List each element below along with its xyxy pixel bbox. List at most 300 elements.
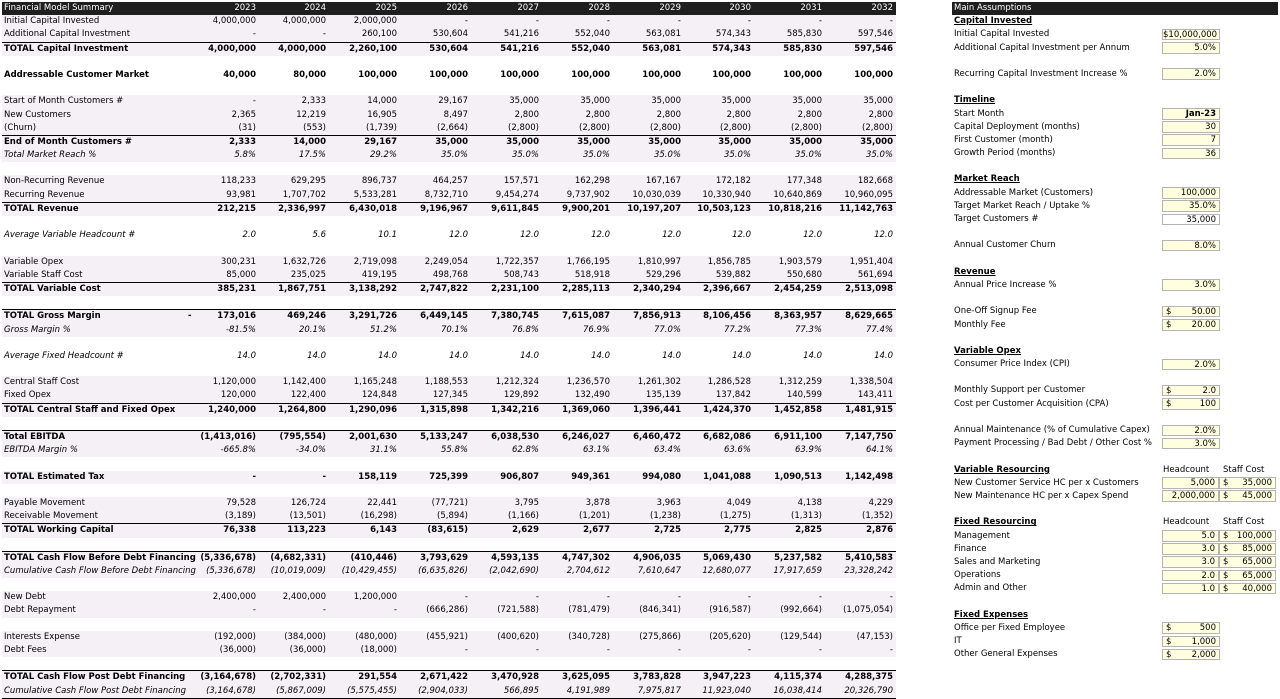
spacer-row xyxy=(2,82,896,95)
assumption-input[interactable]: 2.0% xyxy=(1162,359,1220,371)
assumption-input[interactable]: 100,000 xyxy=(1162,187,1220,199)
spacer-row xyxy=(2,242,896,255)
assumption-row xyxy=(952,266,1278,279)
section-heading: Revenue xyxy=(954,266,996,277)
cell-2028: 9,900,201 xyxy=(562,203,610,214)
assumption-currency-input[interactable]: 20.00 $ xyxy=(1162,319,1220,331)
cell-2028: - xyxy=(606,16,610,27)
cell-2026: 70.1% xyxy=(440,324,468,335)
summary-row xyxy=(2,69,896,82)
cell-2032: 20,326,790 xyxy=(844,685,893,696)
cell-2031: 1,452,858 xyxy=(774,404,822,415)
cell-2031: 1,903,579 xyxy=(778,256,822,267)
cell-2026: - xyxy=(464,16,468,27)
row-label: Additional Capital Investment xyxy=(4,29,131,40)
cell-2024: 1,264,800 xyxy=(278,404,326,415)
headcount-input[interactable]: 5,000 xyxy=(1162,477,1219,489)
assumption-row xyxy=(952,305,1278,318)
cell-2027: - xyxy=(535,645,539,655)
assumption-label: Growth Period (months) xyxy=(954,148,1056,159)
headcount-input[interactable]: 2,000,000 xyxy=(1162,490,1219,502)
cell-2024: 80,000 xyxy=(293,69,326,80)
assumption-row xyxy=(952,490,1278,503)
cell-2023: 385,231 xyxy=(217,283,256,294)
cell-2028: 63.1% xyxy=(582,445,610,456)
assumption-row xyxy=(952,516,1278,529)
row-label: End of Month Customers # xyxy=(4,136,133,147)
cell-2024: 122,400 xyxy=(290,390,326,401)
cell-2027: 906,807 xyxy=(500,471,539,482)
assumption-row xyxy=(952,213,1278,226)
row-label: New Debt xyxy=(4,592,46,603)
assumption-input[interactable]: 30 xyxy=(1162,121,1220,133)
assumption-label: Capital Deployment (months) xyxy=(954,121,1080,132)
headcount-input[interactable]: 3.0 xyxy=(1162,556,1219,568)
assumption-input[interactable]: 8.0% xyxy=(1162,240,1220,252)
cell-2027: 2,800 xyxy=(514,109,539,120)
summary-row xyxy=(2,670,896,684)
cell-2026: (2,664) xyxy=(437,122,468,133)
cell-2026: 100,000 xyxy=(429,69,468,80)
summary-header-row xyxy=(2,2,896,15)
assumption-currency-input[interactable]: 50.00 $ xyxy=(1162,306,1220,318)
assumption-label: Other General Expenses xyxy=(954,649,1058,660)
cell-2025: 896,737 xyxy=(361,176,397,187)
cell-2027: (2,042,690) xyxy=(489,565,539,576)
cell-2028: 132,490 xyxy=(574,390,610,401)
cell-2030: 2,775 xyxy=(724,525,751,536)
assumption-input[interactable]: 3.0% xyxy=(1162,438,1220,450)
assumption-row xyxy=(952,464,1278,477)
cell-2029: 7,856,913 xyxy=(633,311,681,322)
cell-2028: - xyxy=(606,645,610,655)
assumption-input[interactable]: 2.0% xyxy=(1162,68,1220,80)
assumption-label: Payment Processing / Bad Debt / Other Cost % xyxy=(954,438,1152,449)
cell-2030: 10,330,940 xyxy=(702,189,751,200)
cell-2030: 137,842 xyxy=(715,390,751,401)
cell-2023: - xyxy=(252,605,256,616)
cell-2024: - xyxy=(322,471,326,482)
summary-row xyxy=(2,430,896,444)
cell-2032: 4,288,375 xyxy=(845,672,893,683)
assumption-label: New Customer Service HC per x Customers xyxy=(954,477,1139,488)
cell-2027: 6,038,530 xyxy=(491,432,539,442)
spacer-row xyxy=(2,578,896,591)
cell-2027: 129,892 xyxy=(503,390,539,401)
spacer-row xyxy=(952,160,1278,173)
cell-2031: - xyxy=(818,592,822,603)
cell-2028: 4,747,302 xyxy=(562,552,610,563)
spacer-row xyxy=(952,411,1278,424)
cell-2031: 12.0 xyxy=(803,230,822,241)
summary-row xyxy=(2,15,896,28)
cell-2030: 12.0 xyxy=(732,230,751,241)
headcount-input[interactable]: 3.0 xyxy=(1162,543,1219,555)
summary-title: Financial Model Summary xyxy=(4,3,114,13)
cell-2030: 3,947,223 xyxy=(703,672,751,683)
cell-2024: (384,000) xyxy=(284,631,326,642)
cell-2025: 29,167 xyxy=(364,136,397,147)
cell-2023: 1,240,000 xyxy=(208,404,256,415)
assumption-input[interactable]: Jan-23 xyxy=(1162,108,1220,120)
summary-row xyxy=(2,189,896,202)
cell-2023: 2,365 xyxy=(231,109,256,120)
cell-2025: 419,195 xyxy=(361,269,397,280)
summary-row xyxy=(2,523,896,537)
cell-2024: 5.6 xyxy=(312,230,326,241)
row-label: Debt Repayment xyxy=(4,605,76,616)
row-label: Variable Opex xyxy=(4,256,64,267)
spacer-row xyxy=(2,417,896,430)
cell-2023: (5,336,678) xyxy=(206,565,256,576)
assumption-currency-input[interactable]: 1,000 $ xyxy=(1162,636,1220,648)
cell-2032: (1,075,054) xyxy=(843,605,893,616)
assumption-label: Additional Capital Investment per Annum xyxy=(954,42,1130,53)
spacer-row xyxy=(2,216,896,229)
year-header-2029: 2029 xyxy=(659,3,681,13)
spacer-row xyxy=(2,538,896,551)
cell-2031: 5,237,582 xyxy=(774,552,822,563)
cell-2028: 2,704,612 xyxy=(566,565,610,576)
cell-2032: 8,629,665 xyxy=(845,311,893,322)
cell-2024: (10,019,009) xyxy=(270,565,326,576)
cell-2026: (5,894) xyxy=(437,511,468,522)
cell-2029: 994,080 xyxy=(642,471,681,482)
assumption-row xyxy=(952,437,1278,450)
cell-2032: 1,481,915 xyxy=(845,404,893,415)
cell-2029: 1,396,441 xyxy=(633,404,681,415)
cell-2028: 1,369,060 xyxy=(562,404,610,415)
staff-cost-input[interactable]: 35,000 $ xyxy=(1219,477,1276,489)
cell-2032: - xyxy=(889,592,893,603)
cell-2027: 9,611,845 xyxy=(491,203,539,214)
cell-2031: 585,830 xyxy=(786,29,822,40)
cell-2030: (916,587) xyxy=(709,605,751,616)
spacer-row xyxy=(952,503,1278,516)
currency-symbol: $ xyxy=(1166,649,1172,660)
cell-2026: 530,604 xyxy=(429,43,468,54)
cell-2030: 172,182 xyxy=(715,176,751,187)
assumption-label: First Customer (month) xyxy=(954,134,1053,145)
cell-2031: 140,599 xyxy=(786,390,822,401)
row-label: New Customers xyxy=(4,109,71,120)
cell-2029: 4,906,035 xyxy=(633,552,681,563)
assumption-input[interactable]: 2.0% xyxy=(1162,425,1220,437)
cell-2026: 3,793,629 xyxy=(420,552,468,563)
cell-2032: 2,876 xyxy=(866,525,893,536)
assumption-row xyxy=(952,424,1278,437)
cell-2029: (2,800) xyxy=(650,122,681,133)
year-header-2028: 2028 xyxy=(588,3,610,13)
cell-2030: (2,800) xyxy=(720,122,751,133)
assumption-input[interactable]: 35.0% xyxy=(1162,200,1220,212)
staff-cost-input[interactable]: 40,000 $ xyxy=(1219,583,1276,595)
cell-2024: (5,867,009) xyxy=(276,685,326,696)
assumption-row xyxy=(952,582,1278,595)
cell-2027: 4,593,135 xyxy=(491,552,539,563)
currency-symbol: $ xyxy=(1223,531,1229,541)
cell-2030: 1,424,370 xyxy=(703,404,751,415)
cell-2023: (5,336,678) xyxy=(200,552,256,563)
cell-2028: 9,737,902 xyxy=(566,189,610,200)
cell-2024: 1,867,751 xyxy=(278,283,326,294)
cell-2031: - xyxy=(818,645,822,655)
spacer-row xyxy=(952,55,1278,68)
cell-2028: (781,479) xyxy=(568,605,610,616)
cell-2023: 300,231 xyxy=(220,256,256,267)
cell-2030: 11,923,040 xyxy=(702,685,751,696)
assumption-input[interactable]: 3.0% xyxy=(1162,279,1220,291)
cell-2024: (4,682,331) xyxy=(270,552,326,563)
cell-2028: 949,361 xyxy=(571,471,610,482)
cell-2026: (2,904,033) xyxy=(418,685,468,696)
cell-2026: 55.8% xyxy=(440,445,468,456)
staff-cost-input[interactable]: 65,000 $ xyxy=(1219,570,1276,582)
cell-2023: (3,189) xyxy=(225,511,256,522)
cell-2024: 469,246 xyxy=(287,311,326,322)
assumption-input[interactable]: 5.0% xyxy=(1162,42,1220,54)
cell-2032: 100,000 xyxy=(854,69,893,80)
assumption-input[interactable]: $10,000,000 xyxy=(1162,29,1220,41)
assumption-label: Target Market Reach / Uptake % xyxy=(954,200,1090,211)
cell-2027: 2,629 xyxy=(512,525,539,536)
currency-symbol: $ xyxy=(1166,623,1172,634)
cell-2031: 1,090,513 xyxy=(774,471,822,482)
row-label: Debt Fees xyxy=(4,645,47,655)
summary-row xyxy=(2,282,896,296)
cell-2025: 2,719,098 xyxy=(353,256,397,267)
cell-2025: 2,001,630 xyxy=(349,432,397,442)
cell-2032: (47,153) xyxy=(856,631,893,642)
cell-2032: 143,411 xyxy=(857,390,893,401)
headcount-input[interactable]: 5.0 xyxy=(1162,530,1219,542)
cell-2030: 35,000 xyxy=(718,136,751,147)
spacer-row xyxy=(952,595,1278,608)
cell-2031: 63.9% xyxy=(794,445,822,456)
assumption-label: New Maintenance HC per x Capex Spend xyxy=(954,490,1129,501)
cell-2027: (400,620) xyxy=(497,631,539,642)
cell-2024: 17.5% xyxy=(298,150,326,161)
cell-2026: 8,497 xyxy=(443,109,468,120)
row-label: Addressable Customer Market xyxy=(4,69,149,80)
row-label: Payable Movement xyxy=(4,497,85,508)
cell-2025: (16,298) xyxy=(360,511,397,522)
assumption-currency-input[interactable]: 500 $ xyxy=(1162,622,1220,634)
cell-2025: 1,200,000 xyxy=(353,592,397,603)
spacer-row xyxy=(952,81,1278,94)
cell-2028: 6,246,027 xyxy=(562,432,610,442)
staff-cost-input[interactable]: 85,000 $ xyxy=(1219,543,1276,555)
cell-2030: (1,275) xyxy=(720,511,751,522)
column-header-headcount: Headcount xyxy=(1163,464,1210,475)
cell-2031: 10,640,869 xyxy=(773,189,822,200)
summary-row xyxy=(2,324,896,337)
assumption-row xyxy=(952,622,1278,635)
cell-2031: 177,348 xyxy=(786,176,822,187)
assumption-currency-input[interactable]: 2,000 $ xyxy=(1162,649,1220,661)
cell-2032: 1,951,404 xyxy=(849,256,893,267)
section-heading: Market Reach xyxy=(954,174,1020,185)
cell-2031: 6,911,100 xyxy=(774,432,822,442)
staff-cost-input[interactable]: 45,000 $ xyxy=(1219,490,1276,502)
cell-2032: 597,546 xyxy=(857,29,893,40)
cell-2023: 40,000 xyxy=(223,69,256,80)
staff-cost-input[interactable]: 65,000 $ xyxy=(1219,556,1276,568)
currency-symbol: $ xyxy=(1166,306,1172,317)
cell-2027: 76.8% xyxy=(511,324,539,335)
assumption-label: Annual Customer Churn xyxy=(954,240,1056,251)
cell-2025: (1,739) xyxy=(366,122,397,133)
cell-2025: 51.2% xyxy=(369,324,397,335)
cell-2025: 1,165,248 xyxy=(353,377,397,388)
cell-2029: 7,975,817 xyxy=(637,685,681,696)
cell-2023: (31) xyxy=(238,122,256,133)
cell-2023: 14.0 xyxy=(237,350,256,361)
summary-row xyxy=(2,256,896,269)
cell-2028: 3,878 xyxy=(585,497,610,508)
staff-cost-input[interactable]: 100,000 $ xyxy=(1219,530,1276,542)
currency-symbol: $ xyxy=(1223,570,1229,581)
year-header-2027: 2027 xyxy=(517,3,539,13)
cell-2023: -665.8% xyxy=(220,445,256,456)
cell-2032: 10,960,095 xyxy=(844,189,893,200)
summary-row xyxy=(2,122,896,135)
row-label: Total Market Reach % xyxy=(4,150,97,161)
cell-2027: (721,588) xyxy=(497,605,539,616)
cell-2025: (18,000) xyxy=(360,645,397,655)
cell-2029: 529,296 xyxy=(645,269,681,280)
row-label: EBITDA Margin % xyxy=(4,445,78,456)
spacer-row xyxy=(2,657,896,670)
cell-2024: 20.1% xyxy=(298,324,326,335)
cell-2023: -81.5% xyxy=(225,324,256,335)
cell-2032: 23,328,242 xyxy=(844,565,893,576)
cell-2029: - xyxy=(677,16,681,27)
cell-2028: 35.0% xyxy=(582,150,610,161)
spacer-row xyxy=(952,371,1278,384)
assumption-input[interactable]: 7 xyxy=(1162,134,1220,146)
currency-symbol: $ xyxy=(1223,557,1229,568)
cell-2028: - xyxy=(606,592,610,603)
cell-2027: 566,895 xyxy=(503,685,539,696)
row-label: Average Variable Headcount # xyxy=(4,230,136,241)
cell-2025: 260,100 xyxy=(361,29,397,40)
spacer-row xyxy=(2,457,896,470)
cell-2031: 17,917,659 xyxy=(773,565,822,576)
assumption-input[interactable]: 36 xyxy=(1162,148,1220,160)
assumption-label: Admin and Other xyxy=(954,583,1027,594)
cell-2023: (192,000) xyxy=(214,631,256,642)
summary-row xyxy=(2,591,896,604)
cell-2024: 629,295 xyxy=(290,176,326,187)
cell-2023: 79,528 xyxy=(226,497,256,508)
assumption-currency-input[interactable]: 2.0 $ xyxy=(1162,385,1220,397)
cell-2027: 9,454,274 xyxy=(495,189,539,200)
row-symbol: - xyxy=(188,311,192,322)
section-heading: Variable Resourcing xyxy=(954,464,1050,475)
year-header-2024: 2024 xyxy=(304,3,326,13)
row-label: Variable Staff Cost xyxy=(4,269,83,280)
cell-2032: 597,546 xyxy=(854,43,893,54)
row-label: (Churn) xyxy=(4,122,37,133)
year-header-2023: 2023 xyxy=(234,3,256,13)
assumption-row xyxy=(952,279,1278,292)
cell-2025: (410,446) xyxy=(350,552,397,563)
row-label: Cumulative Cash Flow Post Debt Financing xyxy=(4,685,187,696)
cell-2024: 235,025 xyxy=(290,269,326,280)
cell-2025: 1,290,096 xyxy=(349,404,397,415)
cell-2023: 4,000,000 xyxy=(212,16,256,27)
cell-2024: - xyxy=(322,605,326,616)
cell-2028: 14.0 xyxy=(591,350,610,361)
cell-2026: 2,249,054 xyxy=(424,256,468,267)
cell-2030: 8,106,456 xyxy=(703,311,751,322)
cell-2031: 35.0% xyxy=(794,150,822,161)
cell-2027: 100,000 xyxy=(500,69,539,80)
cell-2027: 35,000 xyxy=(506,136,539,147)
year-header-2026: 2026 xyxy=(446,3,468,13)
cell-2032: 182,668 xyxy=(857,176,893,187)
assumption-row xyxy=(952,319,1278,332)
row-label: Non-Recurring Revenue xyxy=(4,176,105,187)
summary-row xyxy=(2,309,896,323)
cell-2029: 100,000 xyxy=(642,69,681,80)
cell-2025: (5,575,455) xyxy=(347,685,397,696)
cell-2030: 574,343 xyxy=(712,43,751,54)
assumption-row xyxy=(952,173,1278,186)
assumption-row xyxy=(952,239,1278,252)
cell-2030: 2,396,667 xyxy=(703,283,751,294)
cell-2032: 2,513,098 xyxy=(845,283,893,294)
cell-2028: 100,000 xyxy=(571,69,610,80)
cell-2023: 5.8% xyxy=(234,150,256,161)
cell-2027: 157,571 xyxy=(503,176,539,187)
headcount-input[interactable]: 2.0 xyxy=(1162,570,1219,582)
cell-2025: 22,441 xyxy=(367,497,397,508)
cell-2030: - xyxy=(747,16,751,27)
cell-2029: 1,261,302 xyxy=(637,377,681,388)
spacer-row xyxy=(2,363,896,376)
cell-2026: 498,768 xyxy=(432,269,468,280)
cell-2031: 1,312,259 xyxy=(778,377,822,388)
cell-2032: 64.1% xyxy=(865,445,893,456)
assumption-label: IT xyxy=(954,636,962,646)
cell-2031: 2,825 xyxy=(795,525,822,536)
row-label: TOTAL Revenue xyxy=(4,203,79,214)
summary-row xyxy=(2,565,896,578)
cell-2023: - xyxy=(252,29,256,40)
cell-2026: 127,345 xyxy=(432,390,468,401)
cell-2025: 291,554 xyxy=(358,672,397,683)
cell-2024: 4,000,000 xyxy=(278,43,326,54)
cell-2027: 14.0 xyxy=(520,350,539,361)
summary-row xyxy=(2,497,896,510)
cell-2030: 63.6% xyxy=(723,445,751,456)
cell-2025: 124,848 xyxy=(361,390,397,401)
cell-2026: 1,188,553 xyxy=(424,377,468,388)
cell-2024: (36,000) xyxy=(289,645,326,655)
summary-row xyxy=(2,350,896,363)
cell-2023: - xyxy=(252,96,256,107)
assumption-row xyxy=(952,94,1278,107)
cell-2024: 126,724 xyxy=(290,497,326,508)
cell-2026: 35,000 xyxy=(435,136,468,147)
cell-2025: 100,000 xyxy=(358,69,397,80)
assumption-label: One-Off Signup Fee xyxy=(954,306,1037,317)
headcount-input[interactable]: 1.0 xyxy=(1162,583,1219,595)
assumption-currency-input[interactable]: 100 $ xyxy=(1162,398,1220,410)
row-label: Initial Capital Invested xyxy=(4,16,100,27)
